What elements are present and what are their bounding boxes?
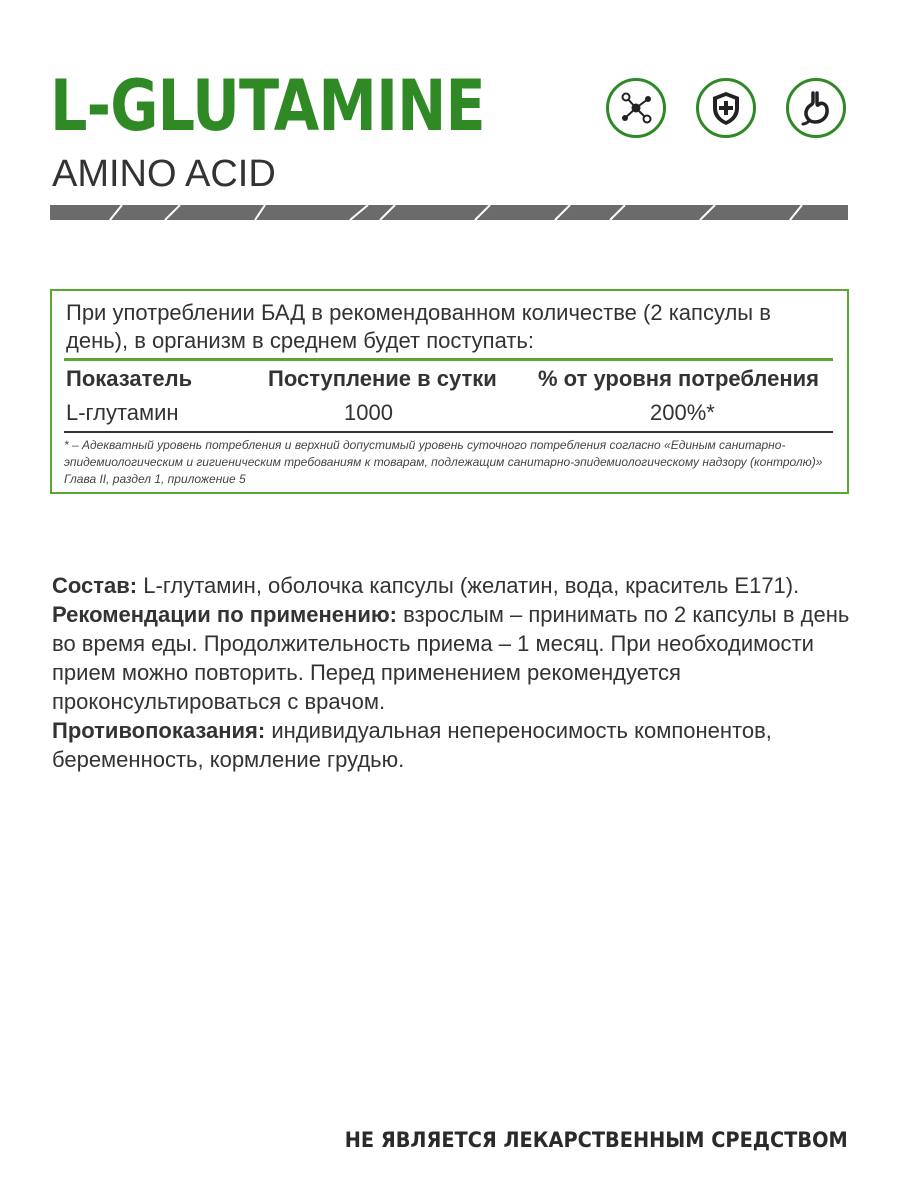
contraindications-text: индивидуальная непереносимость компонентов, беременность, кормление грудью. [52,718,772,772]
composition-paragraph [52,571,852,600]
product-description [52,571,852,774]
disclaimer: НЕ ЯВЛЯЕТСЯ ЛЕКАРСТВЕННЫМ СРЕДСТВОМ [345,1128,848,1152]
column-header-daily-intake: Поступление в сутки [268,366,497,391]
decorative-stripe [50,205,848,220]
stomach-icon [786,78,846,138]
intake-intro: При употреблении БАД в рекомендованном количестве (2 капсулы в день), в организм в среднем будет поступать: [66,300,771,353]
footnote-divider [64,431,833,433]
usage-paragraph [52,600,852,716]
contraindications-label: Противопоказания: [52,718,266,743]
product-title: L-GLUTAMINE [50,65,485,147]
column-header-percent: % от уровня потребления [538,366,819,391]
shield-cross-icon [696,78,756,138]
row-percent-cell: 200%* [650,400,715,425]
product-subtitle: AMINO ACID [52,153,276,195]
composition-label: Состав: [52,573,138,598]
row-daily-cell: 1000 [344,400,393,425]
column-header-indicator: Показатель [66,366,193,391]
footnote: * – Адекватный уровень потребления и верхний допустимый уровень суточного потребления согласно «Единым санитарно-эпидемиологическим и гигиеническим требованиям к товарам, подлежащим санитарно-эпидемиологическому надзору (контролю)» Глава II, раздел 1, приложение 5 [64,438,823,486]
usage-text: взрослым – принимать по 2 капсулы в день во время еды. Продолжительность приема – 1 месяц. При необходимости прием можно повторить. Перед применением рекомендуется проконсультироваться с врачом. [52,602,850,714]
contraindications-paragraph [52,716,852,774]
table-divider [64,358,833,361]
nutrition-info-box [50,289,849,494]
row-name-cell: L-глутамин [66,400,179,425]
feature-icons [606,78,850,142]
composition-text: L-глутамин, оболочка капсулы (желатин, вода, краситель E171). [137,573,800,598]
molecule-icon [606,78,666,138]
usage-label: Рекомендации по применению: [52,602,397,627]
